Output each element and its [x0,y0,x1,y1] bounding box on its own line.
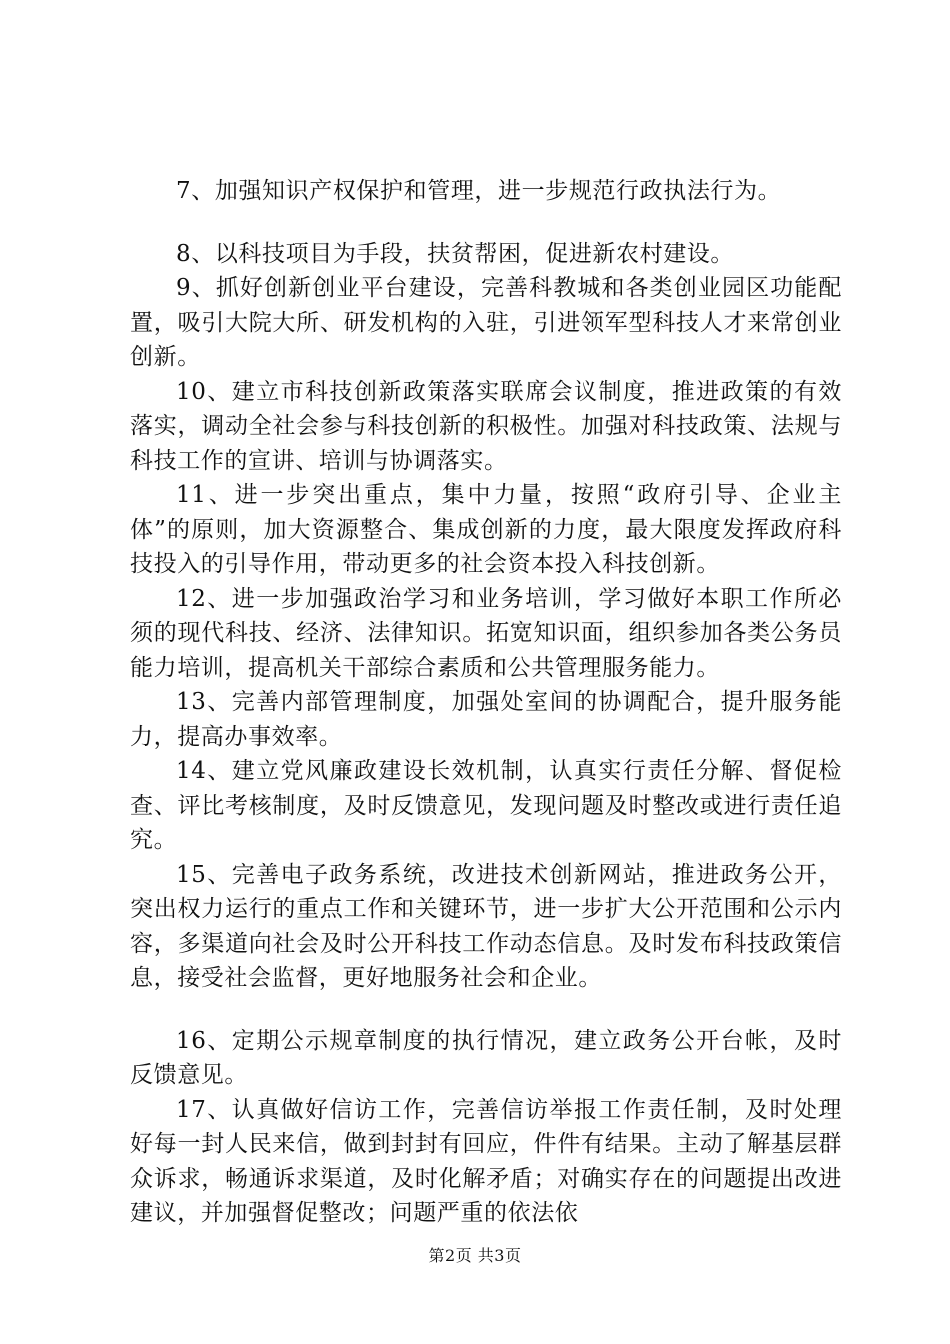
paragraph-14: 14、建立党风廉政建设长效机制，认真实行责任分解、督促检查、评比考核制度，及时反馈意见，发现问题及时整改或进行责任追究。 [130,758,842,853]
paragraph-9: 9、抓好创新创业平台建设，完善科教城和各类创业园区功能配置，吸引大院大所、研发机构的入驻，引进领军型科技人才来常创业创新。 [130,275,842,370]
paragraph-7: 7、加强知识产权保护和管理，进一步规范行政执法行为。 [176,178,782,204]
paragraph-15: 15、完善电子政务系统，改进技术创新网站，推进政务公开，突出权力运行的重点工作和关键环节，进一步扩大公开范围和公示内容，多渠道向社会及时公开科技工作动态信息。及时发布科技政策信息，接受社会监督，更好地服务社会和企业。 [130,861,842,991]
paragraph-8: 8、以科技项目为手段，扶贫帮困，促进新农村建设。 [176,240,735,267]
paragraph-12: 12、进一步加强政治学习和业务培训，学习做好本职工作所必须的现代科技、经济、法律知识。拓宽知识面，组织参加各类公务员能力培训，提高机关干部综合素质和公共管理服务能力。 [130,585,842,681]
page-number-footer: 第2页 共3页 [428,1246,522,1265]
paragraph-13: 13、完善内部管理制度，加强处室间的协调配合，提升服务能力，提高办事效率。 [130,689,842,750]
paragraph-17: 17、认真做好信访工作，完善信访举报工作责任制，及时处理好每一封人民来信，做到封封有回应，件件有结果。主动了解基层群众诉求，畅通诉求渠道，及时化解矛盾；对确实存在的问题提出改进建议，并加强督促整改；问题严重的依法依 [130,1096,842,1226]
document-body [130,174,842,1231]
paragraph-11: 11、进一步突出重点，集中力量，按照“政府引导、企业主体”的原则，加大资源整合、集成创新的力度，最大限度发挥政府科技投入的引导作用，带动更多的社会资本投入科技创新。 [130,482,842,577]
paragraph-10: 10、建立市科技创新政策落实联席会议制度，推进政策的有效落实，调动全社会参与科技创新的积极性。加强对科技政策、法规与科技工作的宣讲、培训与协调落实。 [130,378,842,474]
paragraph-16: 16、定期公示规章制度的执行情况，建立政务公开台帐，及时反馈意见。 [130,1027,842,1088]
